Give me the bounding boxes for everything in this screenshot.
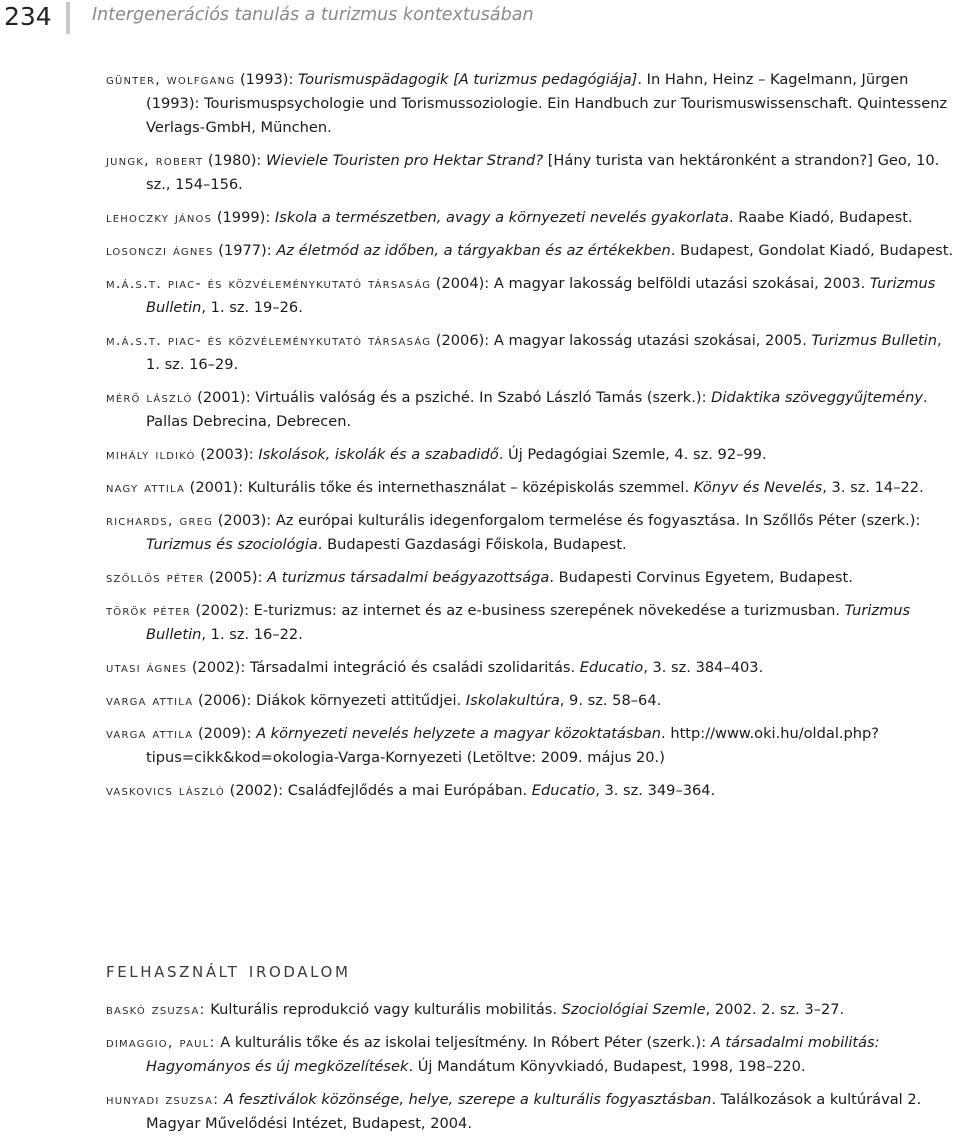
reference-entry	[106, 68, 958, 140]
reference-author: lehoczky jános	[106, 209, 213, 226]
reference-text: , 1. sz. 16–22.	[201, 626, 303, 643]
reference-text: (2005):	[204, 569, 268, 586]
reference-text: A kulturális tőke és az iskolai teljesítmény. In Róbert Péter (szerk.):	[215, 1034, 711, 1051]
reference-text: (2001): Virtuális valóság és a psziché. In Szabó László Tamás (szerk.):	[192, 389, 712, 406]
reference-text: (2001): Kulturális tőke és internethasználat – középiskolás szemmel.	[185, 479, 694, 496]
reference-entry	[106, 1031, 958, 1079]
reference-entry	[106, 206, 958, 230]
reference-title: Könyv és Nevelés	[693, 479, 823, 496]
reference-entry	[106, 239, 958, 263]
reference-entry	[106, 689, 958, 713]
reference-entry	[106, 509, 958, 557]
reference-title: Turizmus Bulletin	[146, 602, 911, 643]
reference-title: Tourismuspädagogik [A turizmus pedagógiája]	[298, 71, 638, 88]
reference-text: (2003):	[195, 446, 259, 463]
reference-author: varga attila	[106, 725, 194, 742]
reference-author: vaskovics lászló	[106, 782, 225, 799]
reference-text: (2006): Diákok környezeti attitűdjei.	[193, 692, 466, 709]
reference-text: (2002): Családfejlődés a mai Európában.	[224, 782, 532, 799]
reference-author: nagy attila	[106, 479, 186, 496]
reference-entry	[106, 476, 958, 500]
reference-title: A turizmus társadalmi beágyazottsága	[267, 569, 550, 586]
reference-author: mérő lászló	[106, 389, 193, 406]
reference-text: . Budapesti Corvinus Egyetem, Budapest.	[549, 569, 853, 586]
reference-title: Az életmód az időben, a tárgyakban és az értékekben	[276, 242, 671, 259]
reference-title: Turizmus Bulletin	[146, 275, 936, 316]
reference-text: (2002): E-turizmus: az internet és az e-business szerepének növekedése a turizmusban.	[190, 602, 845, 619]
reference-text: (1999):	[212, 209, 275, 226]
reference-author: richards, greg	[106, 512, 214, 529]
reference-author: jungk, robert	[106, 152, 204, 169]
reference-text: Kulturális reprodukció vagy kulturális mobilitás.	[205, 1001, 562, 1018]
reference-text: . Budapesti Gazdasági Főiskola, Budapest.	[317, 536, 627, 553]
reference-entry	[106, 779, 958, 803]
header-divider-bar	[66, 2, 70, 34]
page-header	[0, 0, 960, 40]
reference-list	[106, 68, 958, 812]
reference-entry	[106, 656, 958, 680]
reference-text: , 1. sz. 16–29.	[146, 332, 942, 373]
reference-author: losonczi ágnes	[106, 242, 214, 259]
reference-author: dimaggio, paul:	[106, 1034, 216, 1051]
reference-text: . http://www.oki.hu/oldal.php?tipus=cikk&kod=okologia-Varga-Kornyezeti (Letöltve: 2009. május 20.)	[146, 725, 880, 766]
reference-title: Didaktika szöveggyűjtemény	[711, 389, 923, 406]
reference-text: , 2002. 2. sz. 3–27.	[705, 1001, 845, 1018]
reference-author: szőllős péter	[106, 569, 205, 586]
reference-text: [Hány turista van hektáronként a strandon?] Geo, 10. sz., 154–156.	[146, 152, 940, 193]
reference-text: , 9. sz. 58–64.	[559, 692, 662, 709]
reference-entry	[106, 566, 958, 590]
reference-text: , 3. sz. 384–403.	[643, 659, 764, 676]
reference-author: baskó zsuzsa:	[106, 1001, 206, 1018]
reference-entry	[106, 599, 958, 647]
page-number: 234	[4, 2, 52, 31]
reference-text: . Raabe Kiadó, Budapest.	[729, 209, 913, 226]
reference-text: (1993):	[235, 71, 299, 88]
reference-author: m.á.s.t. piac- és közvéleménykutató társaság	[106, 332, 432, 349]
reference-text: . Pallas Debrecina, Debrecen.	[146, 389, 928, 430]
reference-author: günter, wolfgang	[106, 71, 236, 88]
reference-author: utasi ágnes	[106, 659, 188, 676]
reference-text: . Új Mandátum Könyvkiadó, Budapest, 1998, 198–220.	[408, 1058, 806, 1075]
section-title: felhasznált irodalom	[106, 958, 351, 983]
reference-text: (2009):	[193, 725, 257, 742]
reference-title: A fesztiválok közönsége, helye, szerepe a kulturális fogyasztásban	[223, 1091, 712, 1108]
reference-title: Educatio	[579, 659, 644, 676]
reference-list-felhasznalt	[106, 998, 958, 1145]
reference-text: , 1. sz. 19–26.	[201, 299, 303, 316]
reference-title: Iskolakultúra	[465, 692, 560, 709]
reference-title: Turizmus és szociológia	[146, 536, 318, 553]
reference-author: hunyadi zsuzsa:	[106, 1091, 220, 1108]
reference-author: török péter	[106, 602, 191, 619]
reference-title: Wieviele Touristen pro Hektar Strand?	[266, 152, 544, 169]
reference-title: Educatio	[531, 782, 596, 799]
reference-title: Iskolások, iskolák és a szabadidő	[258, 446, 499, 463]
reference-text: (2002): Társadalmi integráció és családi szolidaritás.	[187, 659, 580, 676]
running-title: Intergenerációs tanulás a turizmus kontextusában	[92, 5, 534, 25]
reference-text: . Új Pedagógiai Szemle, 4. sz. 92–99.	[498, 446, 767, 463]
reference-entry	[106, 272, 958, 320]
reference-title: Turizmus Bulletin	[811, 332, 937, 349]
reference-title: A társadalmi mobilitás: Hagyományos és új megközelítések	[146, 1034, 880, 1075]
reference-text: (2003): Az európai kulturális idegenforgalom termelése és fogyasztása. In Szőllős Péter (szerk.):	[213, 512, 921, 529]
reference-author: mihály ildikó	[106, 446, 196, 463]
reference-title: Szociológiai Szemle	[561, 1001, 706, 1018]
reference-text: . In Hahn, Heinz – Kagelmann, Jürgen (1993): Tourismuspsychologie und Torismussoziologie. Ein Handbuch zur Tourismuswissenschaft. Quintessenz Verlags-GmbH, München.	[146, 71, 948, 136]
reference-entry	[106, 329, 958, 377]
reference-text: . Budapest, Gondolat Kiadó, Budapest.	[670, 242, 954, 259]
reference-entry	[106, 443, 958, 467]
reference-author: m.á.s.t. piac- és közvéleménykutató társaság	[106, 275, 432, 292]
reference-text: . Találkozások a kultúrával 2. Magyar Művelődési Intézet, Budapest, 2004.	[146, 1091, 922, 1132]
reference-entry	[106, 1088, 958, 1136]
reference-entry	[106, 386, 958, 434]
reference-title: A környezeti nevelés helyzete a magyar közoktatásban	[256, 725, 662, 742]
reference-entry	[106, 998, 958, 1022]
reference-title: Iskola a természetben, avagy a környezeti nevelés gyakorlata	[274, 209, 730, 226]
reference-entry	[106, 149, 958, 197]
reference-text: (2004): A magyar lakosság belföldi utazási szokásai, 2003.	[431, 275, 870, 292]
reference-text: , 3. sz. 14–22.	[822, 479, 924, 496]
reference-text: (2006): A magyar lakosság utazási szokásai, 2005.	[431, 332, 812, 349]
reference-entry	[106, 722, 958, 770]
reference-text: , 3. sz. 349–364.	[595, 782, 716, 799]
reference-text: (1980):	[203, 152, 266, 169]
reference-author: varga attila	[106, 692, 194, 709]
reference-text: (1977):	[213, 242, 277, 259]
